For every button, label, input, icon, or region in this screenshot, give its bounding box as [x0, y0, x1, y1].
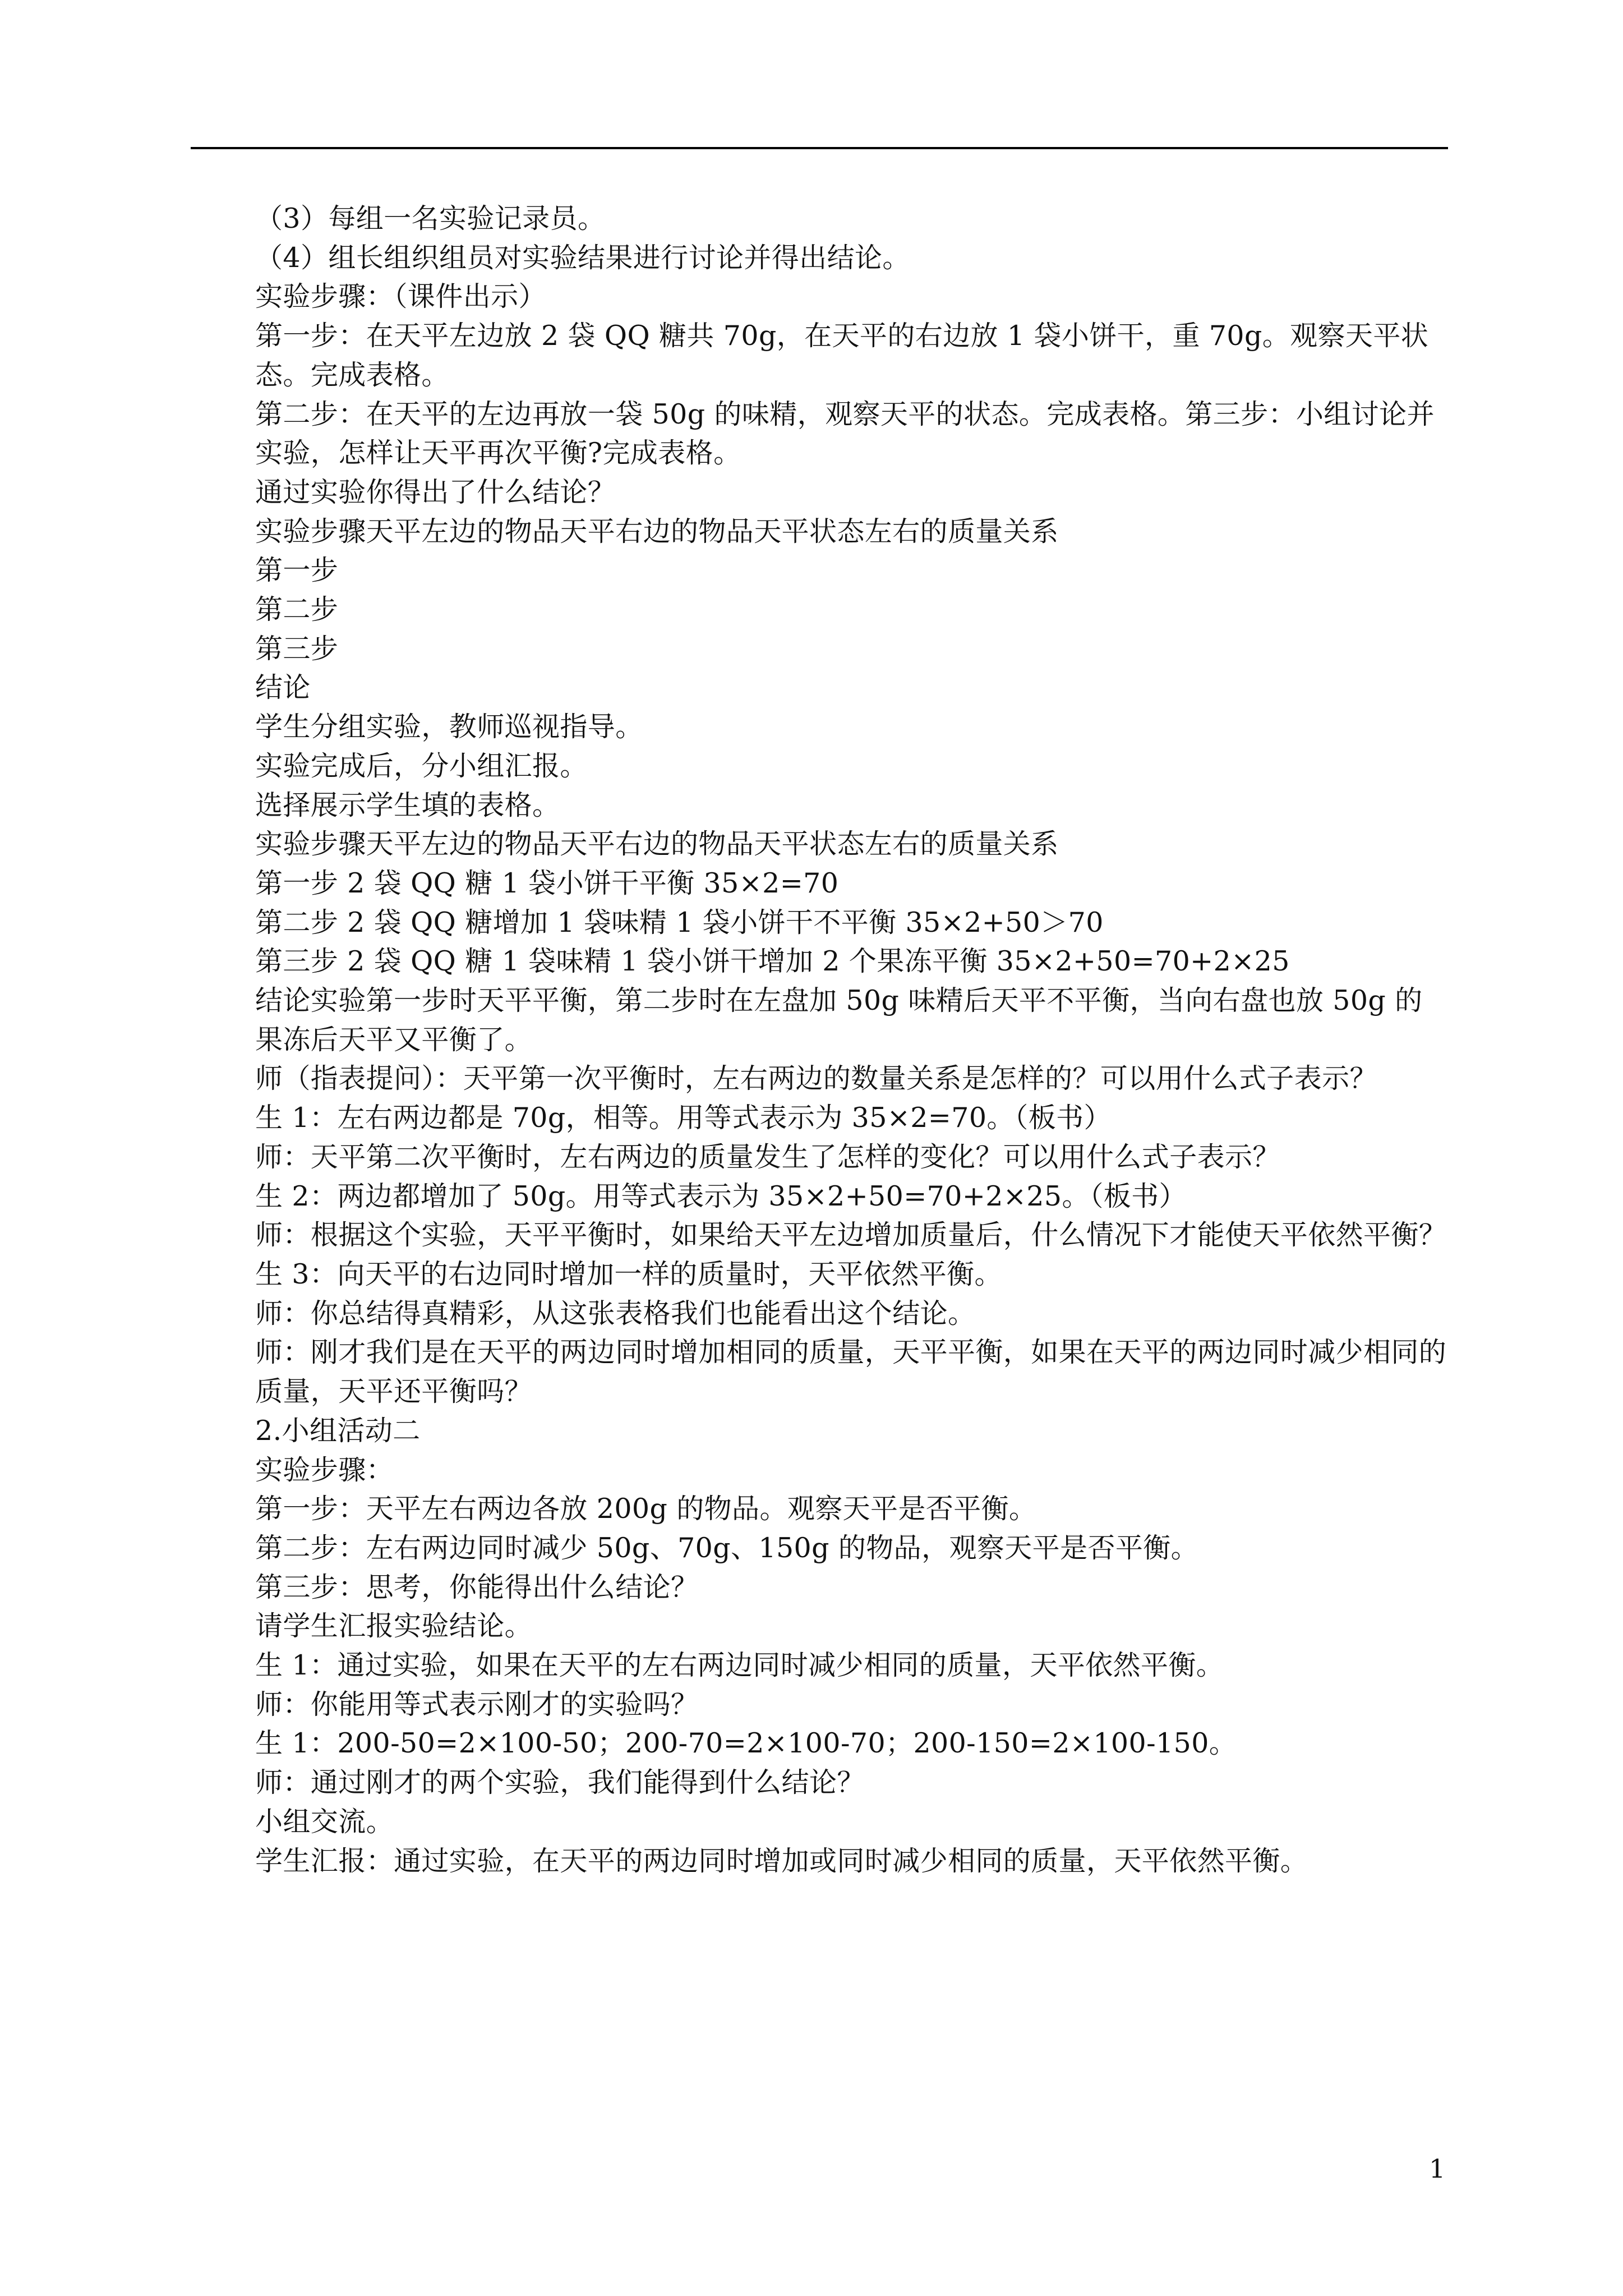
- table-row-label: 结论: [255, 671, 311, 704]
- paragraph: （4）组长组织组员对实验结果进行讨论并得出结论。: [255, 241, 910, 274]
- table-row: 第二步 2 袋 QQ 糖增加 1 袋味精 1 袋小饼干不平衡 35×2+50＞70: [255, 906, 1104, 938]
- page-number: 1: [1429, 2154, 1446, 2184]
- paragraph: 选择展示学生填的表格。: [255, 789, 560, 821]
- paragraph: 第三步：思考，你能得出什么结论？: [255, 1571, 699, 1603]
- section-heading: 2.小组活动二: [255, 1414, 421, 1447]
- paragraph: 生 1：200-50=2×100-50；200-70=2×100-70；200-150=2×100-150。: [255, 1727, 1237, 1760]
- paragraph: 师：根据这个实验，天平平衡时，如果给天平左边增加质量后，什么情况下才能使天平依然平衡？: [255, 1219, 1447, 1251]
- table-row: 结论实验第一步时天平平衡，第二步时在左盘加 50g 味精后天平不平衡，当向右盘也放 50g 的果冻后天平又平衡了。: [255, 984, 1423, 1056]
- paragraph: 小组交流。: [255, 1805, 394, 1838]
- paragraph: 师：刚才我们是在天平的两边同时增加相同的质量，天平平衡，如果在天平的两边同时减少相同的质量，天平还平衡吗？: [255, 1336, 1447, 1408]
- paragraph: 第一步：天平左右两边各放 200g 的物品。观察天平是否平衡。: [255, 1493, 1037, 1525]
- paragraph: 通过实验你得出了什么结论？: [255, 476, 616, 508]
- paragraph: 实验步骤：: [255, 1453, 394, 1486]
- paragraph: 师：天平第二次平衡时，左右两边的质量发生了怎样的变化？可以用什么式子表示？: [255, 1140, 1280, 1173]
- table-row-label: 第二步: [255, 593, 339, 626]
- paragraph: 实验完成后，分小组汇报。: [255, 749, 588, 782]
- header-rule: [191, 147, 1448, 149]
- paragraph: 第二步：左右两边同时减少 50g、70g、150g 的物品，观察天平是否平衡。: [255, 1531, 1199, 1564]
- paragraph: 学生汇报：通过实验，在天平的两边同时增加或同时减少相同的质量，天平依然平衡。: [255, 1844, 1308, 1877]
- paragraph: 生 1：通过实验，如果在天平的左右两边同时减少相同的质量，天平依然平衡。: [255, 1649, 1224, 1682]
- paragraph: 师：你能用等式表示刚才的实验吗？: [255, 1688, 699, 1720]
- table-header-line: 实验步骤天平左边的物品天平右边的物品天平状态左右的质量关系: [255, 828, 1059, 861]
- table-row: 第三步 2 袋 QQ 糖 1 袋味精 1 袋小饼干增加 2 个果冻平衡 35×2+50=70+2×25: [255, 945, 1290, 978]
- paragraph: 师：你总结得真精彩，从这张表格我们也能看出这个结论。: [255, 1297, 976, 1329]
- paragraph: 生 1：左右两边都是 70g，相等。用等式表示为 35×2=70。（板书）: [255, 1102, 1112, 1134]
- document-body: [255, 199, 1450, 1880]
- table-header-line: 实验步骤天平左边的物品天平右边的物品天平状态左右的质量关系: [255, 515, 1059, 547]
- paragraph: 请学生汇报实验结论。: [255, 1610, 533, 1642]
- paragraph: 师：通过刚才的两个实验，我们能得到什么结论？: [255, 1766, 865, 1799]
- paragraph: 学生分组实验，教师巡视指导。: [255, 711, 643, 743]
- table-row: 第一步 2 袋 QQ 糖 1 袋小饼干平衡 35×2=70: [255, 867, 839, 899]
- paragraph: 第二步：在天平的左边再放一袋 50g 的味精，观察天平的状态。完成表格。第三步：小组讨论并实验，怎样让天平再次平衡?完成表格。: [255, 398, 1435, 470]
- paragraph: 师（指表提问）：天平第一次平衡时，左右两边的数量关系是怎样的？可以用什么式子表示？: [255, 1062, 1377, 1095]
- paragraph: 生 2：两边都增加了 50g。用等式表示为 35×2+50=70+2×25。（板书）: [255, 1180, 1187, 1212]
- paragraph: 实验步骤：（课件出示）: [255, 280, 546, 313]
- paragraph: （3）每组一名实验记录员。: [255, 203, 606, 234]
- paragraph: 第一步：在天平左边放 2 袋 QQ 糖共 70g，在天平的右边放 1 袋小饼干，重 70g。观察天平状态。完成表格。: [255, 320, 1429, 391]
- paragraph: 生 3：向天平的右边同时增加一样的质量时，天平依然平衡。: [255, 1258, 1002, 1290]
- table-row-label: 第三步: [255, 632, 339, 665]
- table-row-label: 第一步: [255, 554, 339, 587]
